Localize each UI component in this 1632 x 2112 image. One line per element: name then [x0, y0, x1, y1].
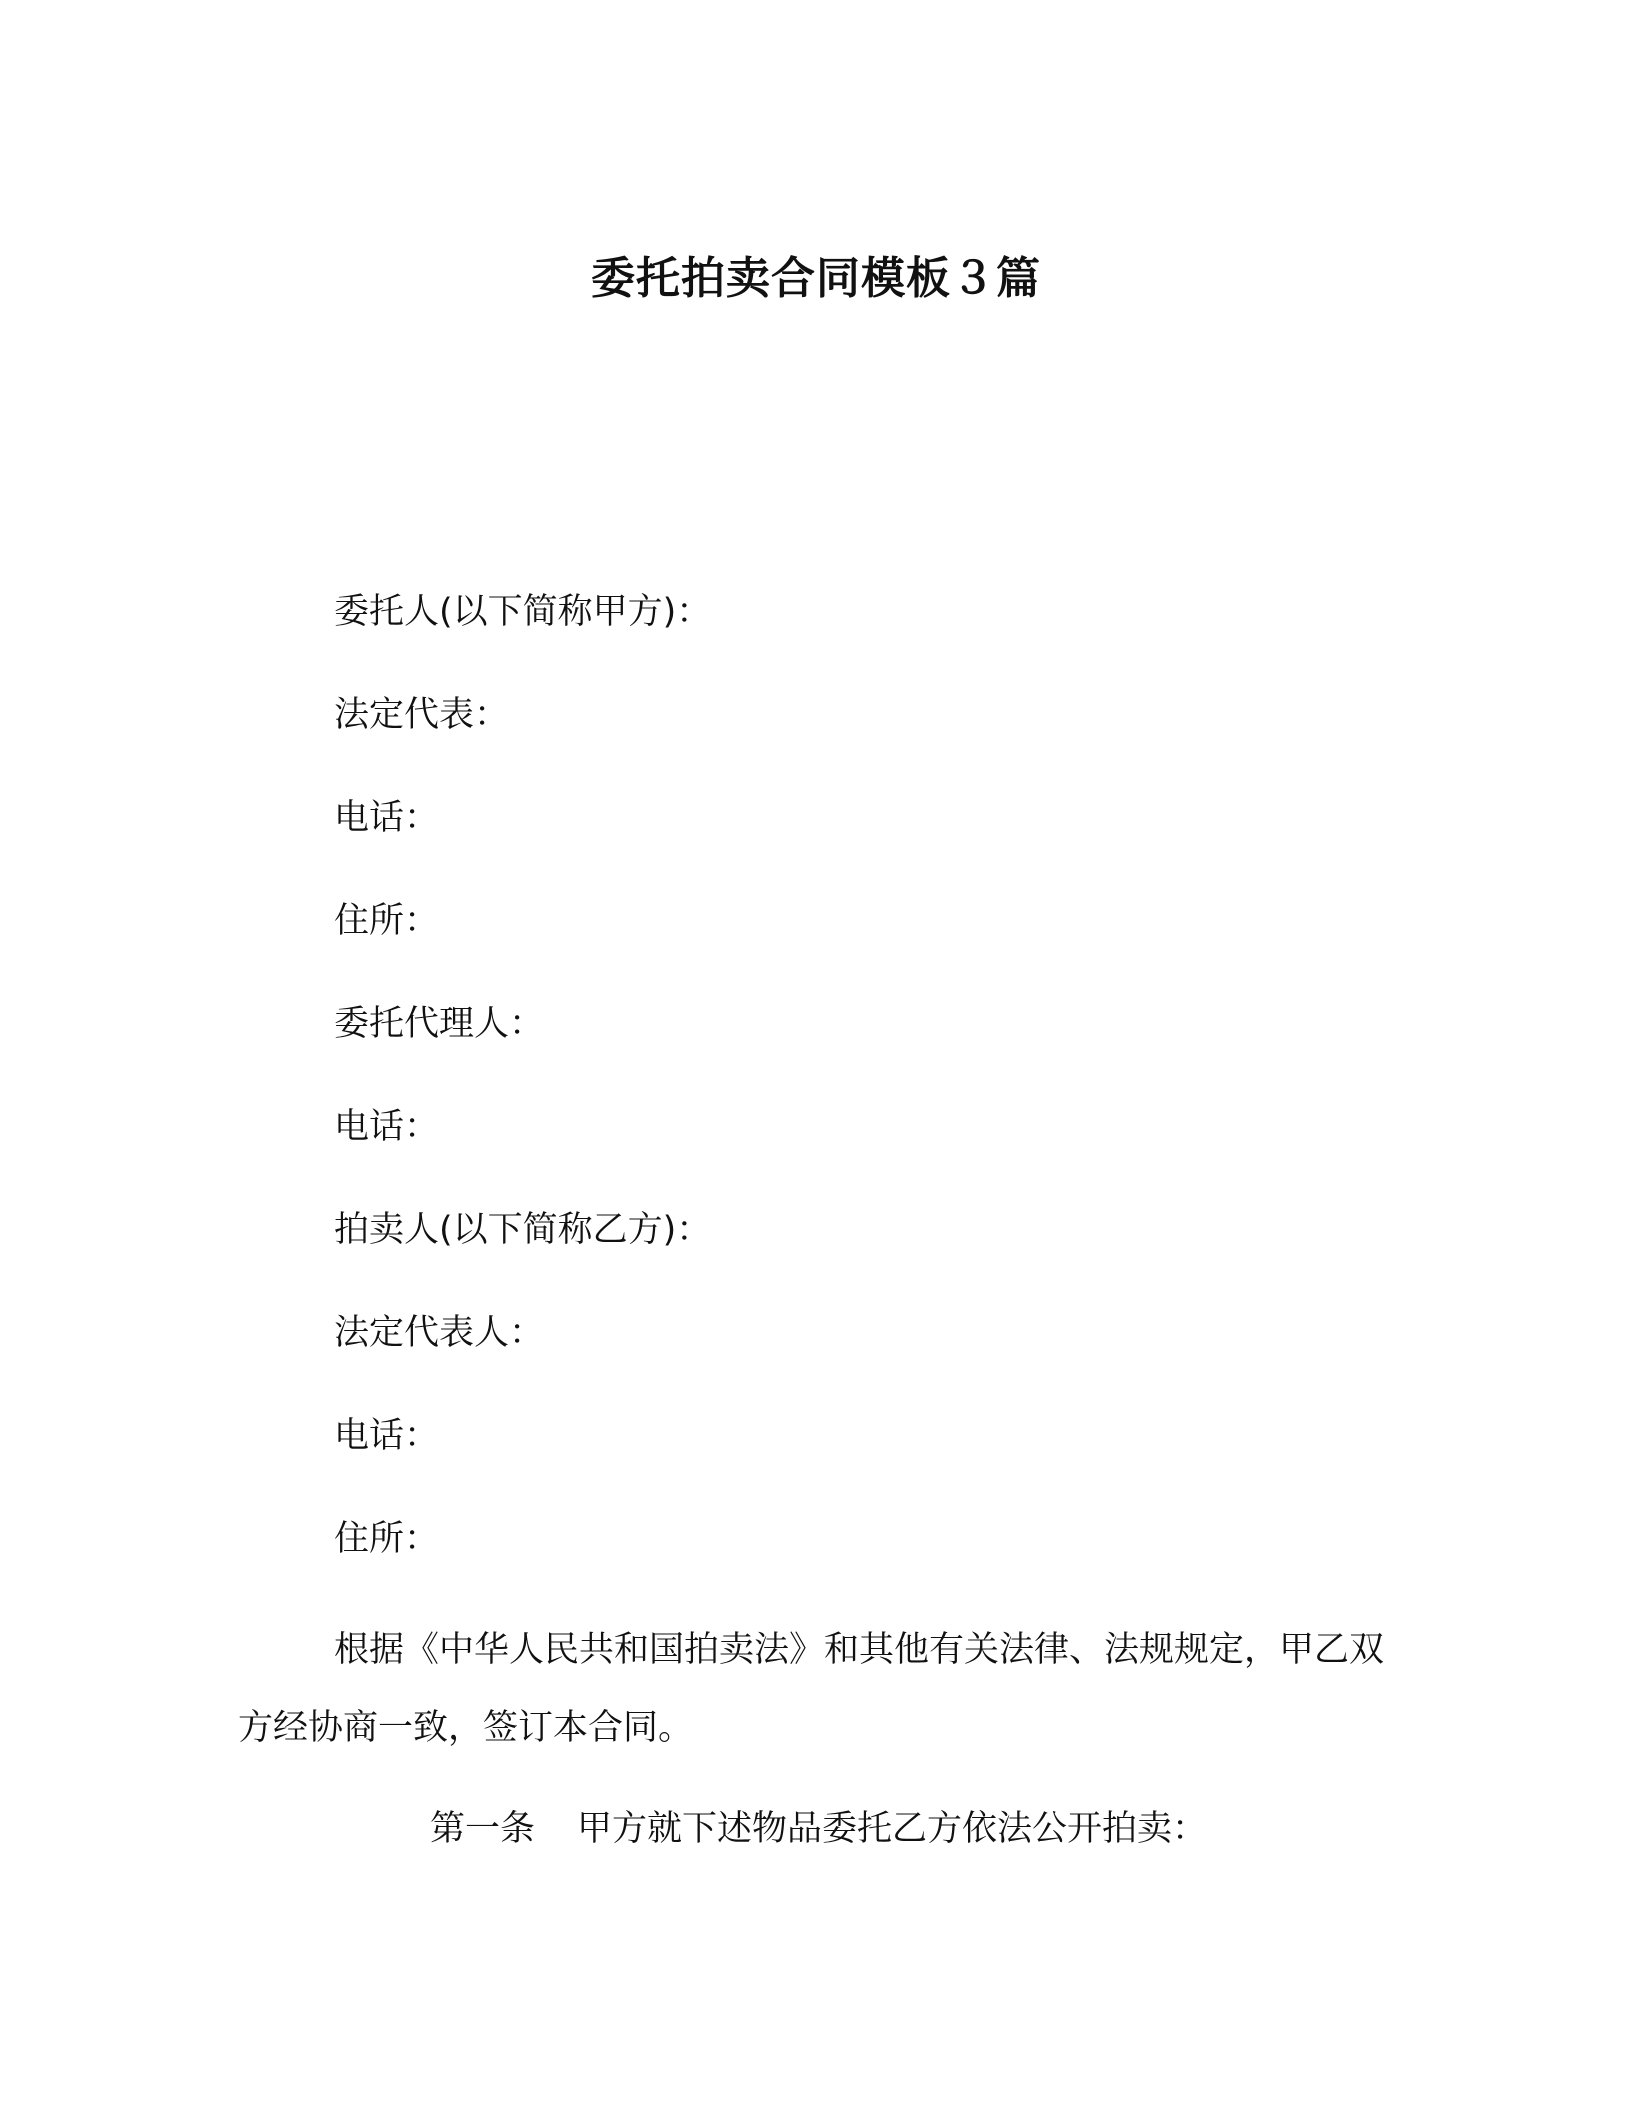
auctioneer-field: 拍卖人(以下简称乙方)：	[334, 1210, 712, 1250]
preamble-paragraph: 根据《中华人民共和国拍卖法》和其他有关法律、法规规定，甲乙双方经协商一致，签订本合同。	[238, 1630, 1385, 1748]
auctioneer-phone-field: 电话：	[334, 1416, 440, 1456]
agent-phone-field: 电话：	[334, 1107, 440, 1147]
party-info-fields	[334, 590, 1434, 1620]
principal-field: 委托人(以下简称甲方)：	[334, 592, 712, 632]
principal-address-field: 住所：	[334, 901, 440, 941]
principal-phone-field: 电话：	[334, 798, 440, 838]
auctioneer-legal-representative-field: 法定代表人：	[334, 1313, 545, 1353]
document-title: 委托拍卖合同模板３篇	[591, 253, 1041, 305]
entrusted-agent-field: 委托代理人：	[334, 1004, 545, 1044]
principal-legal-representative-field: 法定代表：	[334, 695, 510, 735]
auctioneer-address-field: 住所：	[334, 1519, 440, 1559]
article-1-paragraph	[238, 1790, 1398, 1868]
article-1-number: 第一条	[430, 1809, 536, 1849]
article-1-text: 甲方就下述物品委托乙方依法公开拍卖：	[577, 1809, 1208, 1849]
